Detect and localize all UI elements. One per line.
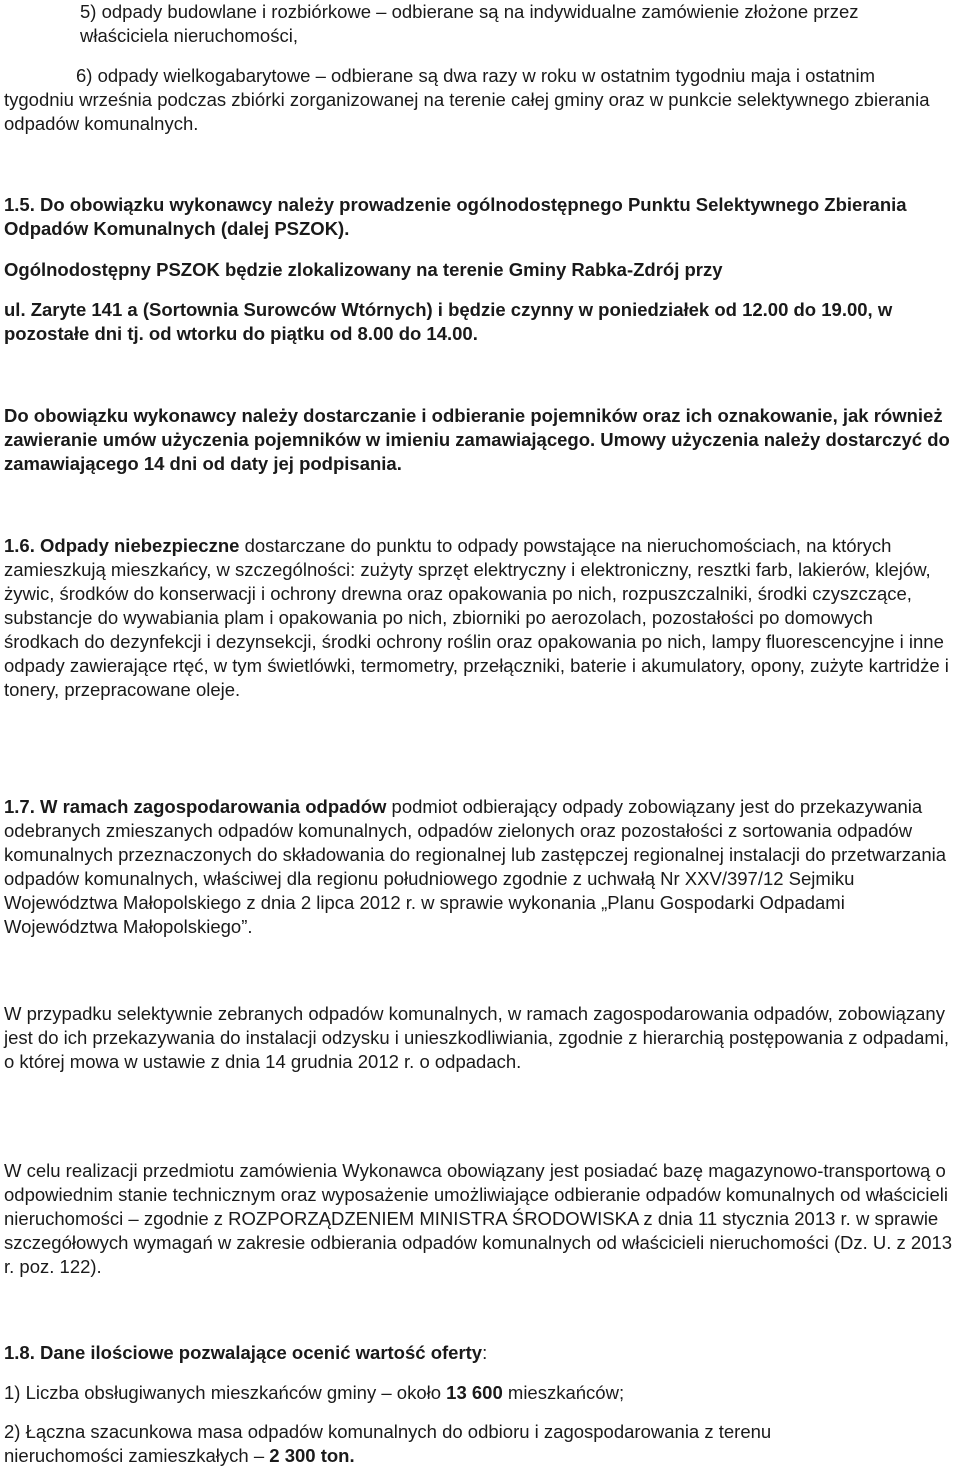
list-item-6-text: 6) odpady wielkogabarytowe – odbierane są dwa razy w roku w ostatnim tygodniu maja i ostatnim tygodniu września podczas zbiórki zorganizowanej na terenie całej gminy oraz w punkcie selektywnego zbierania odpadów komunalnych.	[4, 65, 930, 134]
section-1-5-paragraph-2: Do obowiązku wykonawcy należy dostarczanie i odbieranie pojemników oraz ich oznakowanie, jak również zawieranie umów użyczenia pojemników w imieniu zamawiającego. Umowy użyczenia należy dostarczyć do zamawiającego 14 dni od daty jej podpisania.	[4, 405, 950, 474]
list-item-6	[4, 64, 950, 136]
section-1-8-heading: 1.8. Dane ilościowe pozwalające ocenić wartość oferty	[4, 1342, 483, 1363]
section-1-6-heading: 1.6. Odpady niebezpieczne	[4, 535, 240, 556]
section-1-5-line-1: 1.5. Do obowiązku wykonawcy należy prowadzenie ogólnodostępnego Punktu Selektywnego Zbierania Odpadów Komunalnych (dalej PSZOK).	[4, 194, 907, 239]
quantity-item-1-value: 13 600	[446, 1382, 503, 1403]
quantity-item-2-label: 2) Łączna szacunkowa masa odpadów komunalnych do odbioru i zagospodarowania z terenu nieruchomości zamieszkałych –	[4, 1421, 772, 1466]
section-1-5-location	[4, 258, 950, 282]
section-1-7-paragraph-2	[4, 1002, 950, 1074]
section-1-7-paragraph	[4, 795, 954, 939]
list-item-5-text: 5) odpady budowlane i rozbiórkowe – odbierane są na indywidualne zamówienie złożone przez właściciela nieruchomości,	[80, 1, 859, 46]
section-1-5-hours	[4, 298, 950, 346]
quantity-item-1-unit: mieszkańców;	[502, 1382, 625, 1403]
list-item-5	[80, 0, 946, 48]
section-1-8-heading-line	[4, 1341, 950, 1365]
quantity-item-2	[4, 1420, 894, 1468]
quantity-item-1	[4, 1381, 950, 1405]
section-1-6-body: dostarczane do punktu to odpady powstające na nieruchomościach, na których zamieszkują mieszkańcy, w szczególności: zużyty sprzęt elektryczny i elektroniczny, resztki farb, lakierów, klejów, żywic, środków do konserwacji i ochrony drewna oraz opakowania po nich, rozpuszczalniki, środki czyszczące, substancje do wywabiania plam i opakowania po nich, zbiorniki po aerozolach, pozostałości po domowych środkach do dezynfekcji i dezynsekcji, środki ochrony roślin oraz opakowania po nich, lampy fluorescencyjne i inne odpady zawierające rtęć, w tym świetlówki, termometry, przełączniki, baterie i akumulatory, opony, zużyte kartridże i tonery, przepracowane oleje.	[4, 535, 949, 700]
quantity-item-2-value: 2 300 ton.	[269, 1445, 355, 1466]
section-1-6-paragraph	[4, 534, 950, 702]
section-1-7-paragraph-3	[4, 1159, 954, 1279]
section-1-7-body: podmiot odbierający odpady zobowiązany jest do przekazywania odebranych zmieszanych odpadów komunalnych, odpadów zielonych oraz pozostałości z sortowania odpadów komunalnych przeznaczonych do składowania do regionalnej lub zastępczej regionalnej instalacji do przetwarzania odpadów komunalnych, właściwej dla regionu południowego zgodnie z uchwałą Nr XXV/397/12 Sejmiku Województwa Małopolskiego z dnia 2 lipca 2012 r. w sprawie wykonania „Planu Gospodarki Odpadami Województwa Małopolskiego”.	[4, 796, 947, 937]
section-1-7-paragraph-3-text: W celu realizacji przedmiotu zamówienia Wykonawca obowiązany jest posiadać bazę magazynowo-transportową o odpowiednim stanie technicznym oraz wyposażenie umożliwiające odbieranie odpadów komunalnych od właścicieli nieruchomości – zgodnie z ROZPORZĄDZENIEM MINISTRA ŚRODOWISKA z dnia 11 stycznia 2013 r. w sprawie szczegółowych wymagań w zakresie odbierania odpadów komunalnych od właścicieli nieruchomości (Dz. U. z 2013 r. poz. 122).	[4, 1160, 953, 1277]
section-1-5-paragraph	[4, 193, 950, 241]
section-1-7-heading: 1.7. W ramach zagospodarowania odpadów	[4, 796, 387, 817]
section-1-7-paragraph-2-text: W przypadku selektywnie zebranych odpadów komunalnych, w ramach zagospodarowania odpadów, zobowiązany jest do ich przekazywania do instalacji odzysku i unieszkodliwiania, zgodnie z hierarchią postępowania z odpadami, o której mowa w ustawie z dnia 14 grudnia 2012 r. o odpadach.	[4, 1003, 950, 1072]
section-1-5-line-3: ul. Zaryte 141 a (Sortownia Surowców Wtórnych) i będzie czynny w poniedziałek od 12.00 do 19.00, w pozostałe dni tj. od wtorku do piątku od 8.00 do 14.00.	[4, 299, 893, 344]
section-1-5-containers	[4, 404, 950, 476]
section-1-5-line-2: Ogólnodostępny PSZOK będzie zlokalizowany na terenie Gminy Rabka-Zdrój przy	[4, 259, 723, 280]
quantity-item-1-label: 1) Liczba obsługiwanych mieszkańców gminy – około	[4, 1382, 447, 1403]
section-1-8-colon: :	[482, 1342, 488, 1363]
